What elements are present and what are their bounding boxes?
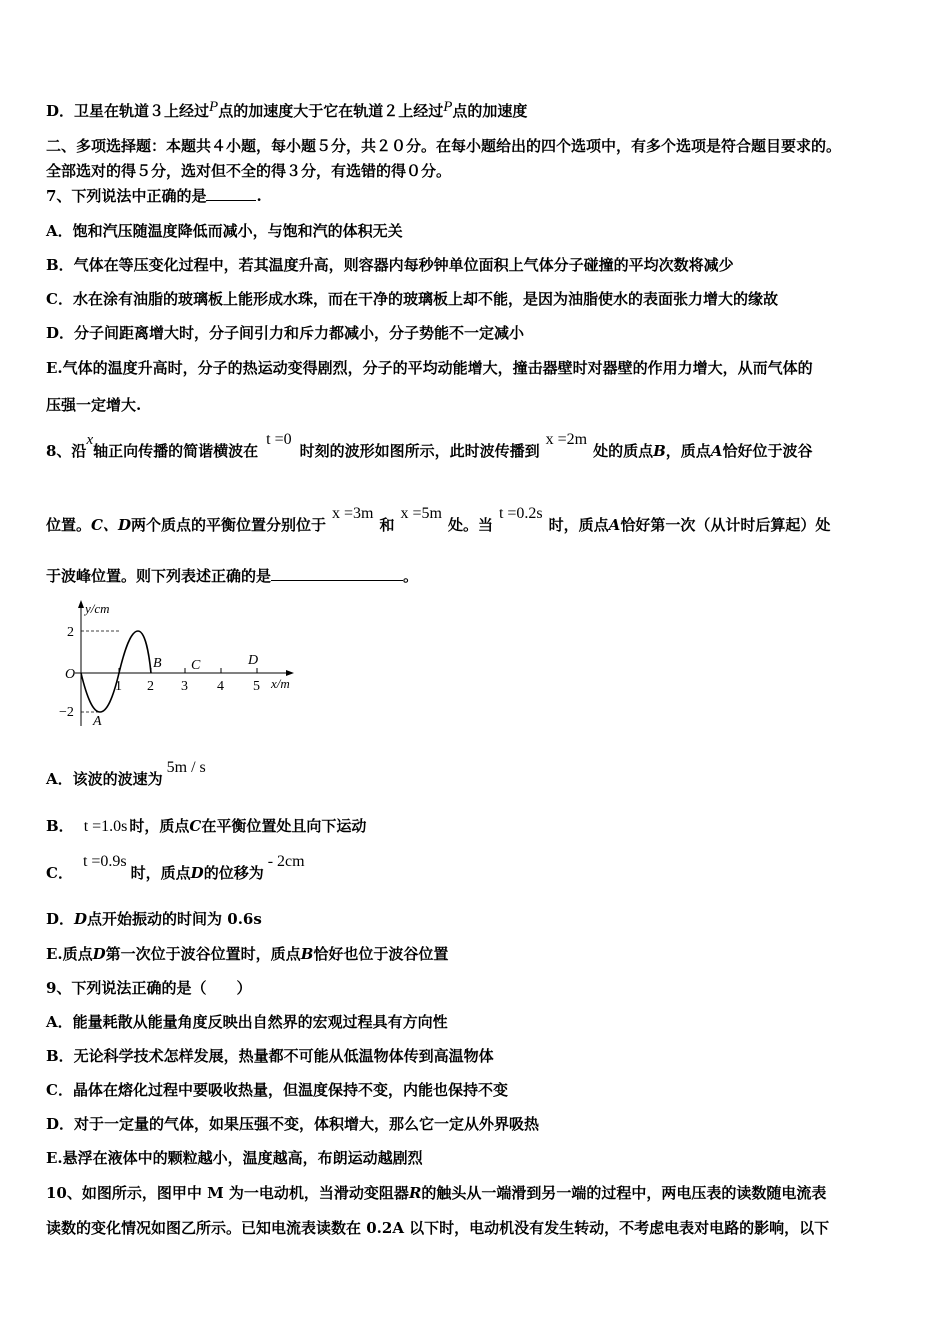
q8-stem-line3 bbox=[46, 565, 906, 587]
q9-stem: 9、下列说法正确的是（ ） bbox=[46, 979, 252, 997]
q8-l1-text-e: ，质点 bbox=[665, 442, 711, 460]
q9-option-d: D．对于一定量的气体，如果压强不变，体积增大，那么它一定从外界吸热 bbox=[46, 1115, 540, 1133]
q7-option-e-line2: 压强一定增大. bbox=[46, 396, 142, 414]
wave-graph-x-tick-4: 4 bbox=[217, 679, 224, 694]
q8-option-e-point-d: D bbox=[92, 945, 106, 963]
q6-d-var-p2: P bbox=[443, 99, 453, 115]
q6-option-d bbox=[46, 100, 906, 123]
q8-l3-end: 。 bbox=[403, 567, 419, 585]
wave-graph-point-c: C bbox=[191, 658, 201, 673]
q8-l2-text-d: 时，质点 bbox=[548, 516, 609, 534]
q7-stem-text: 7、下列说法中正确的是 bbox=[46, 187, 207, 205]
q8-l1-text-a: 8、沿 bbox=[46, 442, 87, 460]
wave-graph-x-tick-1: 1 bbox=[115, 679, 122, 694]
wave-graph-point-b: B bbox=[153, 656, 162, 671]
q10-stem-line2: 读数的变化情况如图乙所示。已知电流表读数在 0.2A 以下时，电动机没有发生转动，不考虑电表对电路的影响，以下 bbox=[46, 1219, 830, 1237]
q8-option-c-value: - 2cm bbox=[267, 853, 305, 870]
q8-expr-x3m: x =3m bbox=[331, 505, 374, 522]
q8-answer-blank[interactable] bbox=[271, 565, 403, 581]
q8-option-c-text-a: 时，质点 bbox=[130, 864, 191, 882]
q8-option-a bbox=[46, 759, 906, 791]
q8-l2-point-a: A bbox=[608, 516, 621, 534]
q8-expr-x2m: x =2m bbox=[545, 431, 588, 448]
q8-option-a-value: 5m / s bbox=[166, 759, 206, 776]
q8-option-e bbox=[46, 943, 906, 965]
wave-graph-x-tick-3: 3 bbox=[181, 679, 188, 694]
q8-option-e-text-c: 恰好也位于波谷位置 bbox=[313, 945, 449, 963]
wave-graph-y-neg-label: −2 bbox=[59, 705, 74, 720]
q7-option-c: C．水在涂有油脂的玻璃板上能形成水珠，而在干净的玻璃板上却不能，是因为油脂使水的表面张力增大的缘故 bbox=[46, 290, 778, 308]
wave-graph-point-a: A bbox=[93, 714, 102, 729]
wave-graph bbox=[45, 598, 315, 733]
q8-option-b-text-a: 时，质点 bbox=[129, 817, 190, 835]
q8-option-e-text-a: E.质点 bbox=[46, 945, 93, 963]
q8-l2-text-e: 恰好第一次（从计时后算起）处 bbox=[620, 516, 831, 534]
q6-d-text-1: D．卫星在轨道３上经过 bbox=[46, 102, 210, 120]
q8-option-c bbox=[46, 853, 906, 885]
q8-l1-text-d: 处的质点 bbox=[593, 442, 654, 460]
q8-option-d-text: 点开始振动的时间为 0.6s bbox=[87, 910, 262, 928]
q8-option-c-time: t =0.9s bbox=[82, 853, 127, 870]
q8-expr-x5m: x =5m bbox=[400, 505, 442, 522]
q8-option-c-text-b: 的位移为 bbox=[203, 864, 264, 882]
q7-option-e-line1: E.气体的温度升高时，分子的热运动变得剧烈，分子的平均动能增大，撞击器壁时对器壁的作用力增大，从而气体的 bbox=[46, 359, 813, 377]
wave-graph-point-d: D bbox=[248, 653, 259, 668]
q8-stem-line1 bbox=[46, 431, 906, 463]
q6-d-var-p1: P bbox=[209, 99, 219, 115]
q7-option-b: B．气体在等压变化过程中，若其温度升高，则容器内每秒钟单位面积上气体分子碰撞的平均次数将减少 bbox=[46, 256, 734, 274]
wave-graph-origin-label: O bbox=[65, 667, 76, 682]
wave-graph-ylabel: y/cm bbox=[85, 601, 110, 616]
q8-l2-and: 和 bbox=[379, 516, 395, 534]
q9-option-e: E.悬浮在液体中的颗粒越小，温度越高，布朗运动越剧烈 bbox=[46, 1149, 423, 1167]
q8-l2-text-c: 处。当 bbox=[447, 516, 493, 534]
q9-option-c: C．晶体在熔化过程中要吸收热量，但温度保持不变，内能也保持不变 bbox=[46, 1081, 508, 1099]
wave-graph-x-tick-5: 5 bbox=[253, 679, 260, 694]
q9-option-a: A．能量耗散从能量角度反映出自然界的宏观过程具有方向性 bbox=[46, 1013, 448, 1031]
q8-l3-text: 于波峰位置。则下列表述正确的是 bbox=[46, 567, 272, 585]
q10-var-r: R bbox=[408, 1184, 422, 1202]
q7-option-d: D．分子间距离增大时，分子间引力和斥力都减小，分子势能不一定减小 bbox=[46, 324, 525, 342]
q8-option-b-point-c: C bbox=[189, 817, 202, 835]
q9-option-b: B．无论科学技术怎样发展，热量都不可能从低温物体传到高温物体 bbox=[46, 1047, 494, 1065]
q8-var-x: x bbox=[86, 432, 94, 448]
q7-option-a: A．饱和汽压随温度降低而减小，与饱和汽的体积无关 bbox=[46, 222, 403, 240]
q8-points-cd: C、D bbox=[91, 516, 131, 534]
q8-l1-text-b: 轴正向传播的简谐横波在 bbox=[93, 442, 259, 460]
q10-l1-text-b: 的触头从一端滑到另一端的过程中，两电压表的读数随电流表 bbox=[421, 1184, 827, 1202]
wave-graph-x-tick-2: 2 bbox=[147, 679, 154, 694]
q7-stem bbox=[46, 185, 906, 207]
wave-curve bbox=[81, 631, 151, 712]
q8-option-a-text: A．该波的波速为 bbox=[46, 770, 163, 788]
q8-l2-text-a: 位置。 bbox=[46, 516, 92, 534]
q8-l1-text-c: 时刻的波形如图所示，此时波传播到 bbox=[299, 442, 540, 460]
q10-stem-line1 bbox=[46, 1182, 906, 1204]
q8-l2-text-b: 两个质点的平衡位置分别位于 bbox=[130, 516, 326, 534]
wave-graph-y-pos-label: 2 bbox=[67, 625, 74, 640]
q6-d-text-2: 点的加速度大于它在轨道２上经过 bbox=[218, 102, 444, 120]
q8-option-d-label: D． bbox=[46, 910, 75, 928]
q8-option-d bbox=[46, 908, 906, 930]
section2-line1: 二、多项选择题：本题共４小题，每小题５分，共２０分。在每小题给出的四个选项中，有多个选项是符合题目要求的。 bbox=[46, 137, 842, 155]
q7-answer-blank[interactable] bbox=[206, 185, 256, 201]
wave-graph-y-arrow bbox=[78, 600, 84, 608]
q8-option-e-text-b: 第一次位于波谷位置时，质点 bbox=[105, 945, 301, 963]
q8-l1-text-f: 恰好位于波谷 bbox=[722, 442, 813, 460]
q8-option-b-text-b: 在平衡位置处且向下运动 bbox=[201, 817, 367, 835]
q8-option-c-label: C． bbox=[46, 864, 73, 882]
q7-stem-end: . bbox=[256, 187, 262, 205]
q8-stem-line2 bbox=[46, 505, 906, 537]
q8-option-b-label: B． bbox=[46, 817, 74, 835]
q8-option-e-point-b: B bbox=[300, 945, 314, 963]
wave-graph-ticks bbox=[119, 668, 257, 673]
q6-d-text-3: 点的加速度 bbox=[452, 102, 528, 120]
q8-expr-t02: t =0.2s bbox=[498, 505, 543, 522]
q8-option-b-time: t =1.0s bbox=[83, 818, 128, 835]
q8-option-c-point-d: D bbox=[190, 864, 204, 882]
q10-l1-text-a: 10、如图所示，图甲中 M 为一电动机，当滑动变阻器 bbox=[46, 1184, 409, 1202]
q8-point-b-label: B bbox=[653, 442, 666, 460]
wave-graph-xlabel: x/m bbox=[271, 676, 290, 691]
q8-option-b bbox=[46, 815, 906, 838]
q8-option-d-point-d: D bbox=[74, 910, 88, 928]
q8-expr-t0: t =0 bbox=[266, 431, 292, 448]
section2-line2: 全部选对的得５分，选对但不全的得３分，有选错的得０分。 bbox=[46, 162, 452, 180]
q8-point-a-label: A bbox=[710, 442, 723, 460]
